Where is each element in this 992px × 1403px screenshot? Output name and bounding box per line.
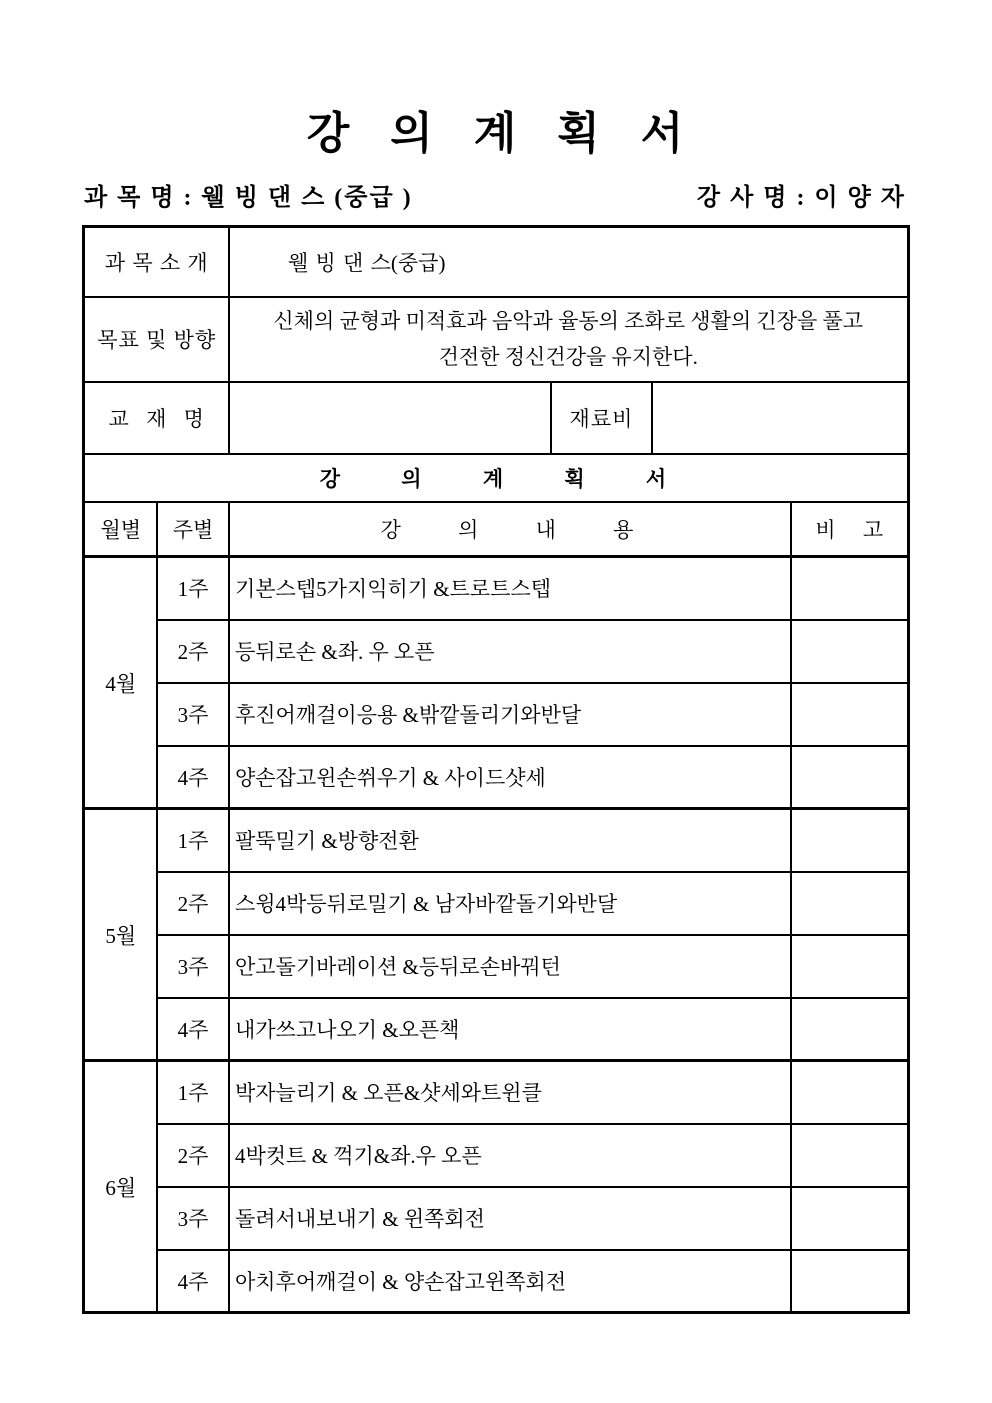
note-cell xyxy=(791,746,908,809)
content-cell: 안고돌기바레이션 &등뒤로손바꿔턴 xyxy=(229,935,791,998)
content-cell: 스윙4박등뒤로밀기 & 남자바깥돌기와반달 xyxy=(229,872,791,935)
week-cell: 4주 xyxy=(157,746,229,809)
goal-line-2: 건전한 정신건강을 유지한다. xyxy=(438,345,698,369)
month-cell-may: 5월 xyxy=(84,809,157,1061)
week-cell: 3주 xyxy=(157,683,229,746)
section-title-cell: 강 의 계 획 서 xyxy=(84,454,908,502)
month-cell-june: 6월 xyxy=(84,1061,157,1313)
intro-label-cell: 과 목 소 개 xyxy=(84,227,229,297)
note-cell xyxy=(791,1187,908,1250)
material-cost-value-cell xyxy=(652,382,908,454)
content-cell: 돌려서내보내기 & 윈쪽회전 xyxy=(229,1187,791,1250)
note-cell xyxy=(791,683,908,746)
header-content-cell: 강 의 내 용 xyxy=(229,502,791,557)
note-cell xyxy=(791,935,908,998)
content-cell: 등뒤로손 &좌. 우 오픈 xyxy=(229,620,791,683)
note-cell xyxy=(791,1124,908,1187)
week-cell: 1주 xyxy=(157,557,229,620)
subject-name-line: 과 목 명 : 웰 빙 댄 스 (중급 ) xyxy=(84,185,413,211)
week-cell: 4주 xyxy=(157,998,229,1061)
week-cell: 2주 xyxy=(157,872,229,935)
content-cell: 기본스텝5가지익히기 &트로트스텝 xyxy=(229,557,791,620)
note-cell xyxy=(791,998,908,1061)
instructor-name-line: 강 사 명 : 이 양 자 xyxy=(696,185,906,211)
week-cell: 4주 xyxy=(157,1250,229,1313)
content-cell: 내가쓰고나오기 &오픈책 xyxy=(229,998,791,1061)
note-cell xyxy=(791,557,908,620)
material-cost-label-cell: 재료비 xyxy=(551,382,652,454)
content-cell: 팔뚝밀기 &방향전환 xyxy=(229,809,791,872)
goal-line-1: 신체의 균형과 미적효과 음악과 율동의 조화로 생활의 긴장을 풀고 xyxy=(273,309,864,333)
week-cell: 2주 xyxy=(157,620,229,683)
note-cell xyxy=(791,872,908,935)
note-cell xyxy=(791,809,908,872)
lecture-plan-table xyxy=(82,225,909,1314)
week-cell: 1주 xyxy=(157,809,229,872)
textbook-value-cell xyxy=(229,382,551,454)
month-cell-april: 4월 xyxy=(84,557,157,809)
note-cell xyxy=(791,1061,908,1124)
week-cell: 2주 xyxy=(157,1124,229,1187)
content-cell: 양손잡고윈손쒸우기 & 사이드샷세 xyxy=(229,746,791,809)
header-week-cell: 주별 xyxy=(157,502,229,557)
note-cell xyxy=(791,1250,908,1313)
header-note-cell: 비 고 xyxy=(791,502,908,557)
intro-value-cell: 웰 빙 댄 스(중급) xyxy=(229,227,908,297)
week-cell: 3주 xyxy=(157,1187,229,1250)
content-cell: 박자늘리기 & 오픈&샷세와트윈클 xyxy=(229,1061,791,1124)
page-title: 강 의 계 획 서 xyxy=(306,109,686,158)
content-cell: 아치후어깨걸이 & 양손잡고윈쪽회전 xyxy=(229,1250,791,1313)
week-cell: 3주 xyxy=(157,935,229,998)
content-cell: 후진어깨걸이응용 &밖깥돌리기와반달 xyxy=(229,683,791,746)
subtitle-row xyxy=(0,177,992,212)
week-cell: 1주 xyxy=(157,1061,229,1124)
goal-label-cell: 목표 및 방향 xyxy=(84,297,229,382)
note-cell xyxy=(791,620,908,683)
textbook-label-cell: 교 재 명 xyxy=(84,382,229,454)
content-cell: 4박컷트 & 꺽기&좌.우 오픈 xyxy=(229,1124,791,1187)
header-month-cell: 월별 xyxy=(84,502,157,557)
goal-value-cell xyxy=(229,297,908,382)
